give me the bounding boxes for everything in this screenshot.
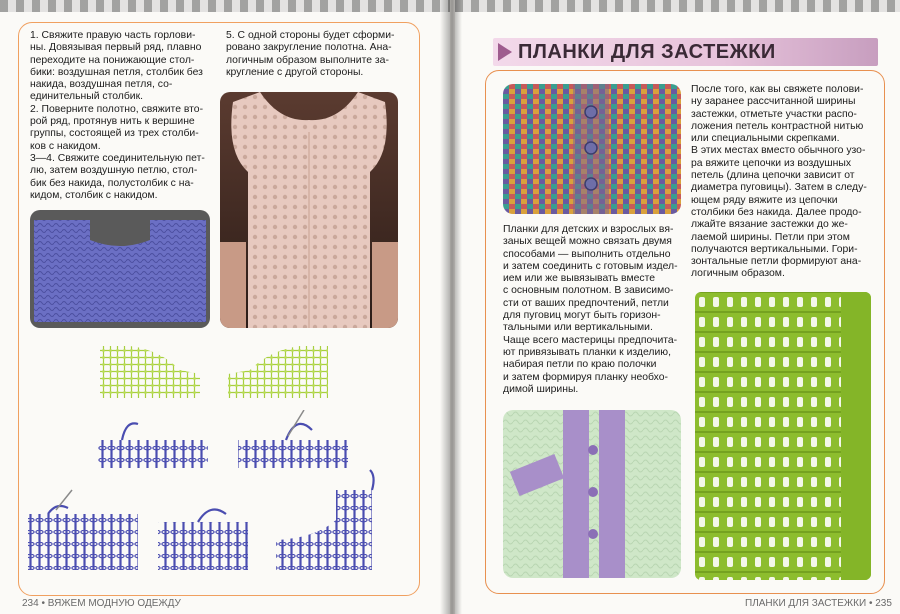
text-line: ложения петель контрастной нитью [691,120,864,132]
text-line: с основным полотном. В зависимо- [503,285,674,297]
text-line: рой ряд, протянув нить к вершине [30,116,195,128]
placket-photo-lilac [503,410,681,578]
text-line: кидом, столбик с накидом. [30,189,158,201]
text-line: набирая петли по краю полочки [503,359,657,371]
text-line: После того, как вы свяжете полови- [691,84,864,95]
text-line: ну заранее рассчитанной ширины [691,96,856,108]
top-decor-strip [0,0,450,12]
text-line: ием или же вывязывать вместе [503,273,655,285]
text-line: группы, состоящей из трех столби- [30,128,199,140]
right-page [455,0,900,614]
instructions-col2 [226,30,406,79]
text-line: Планки для детских и взрослых вя- [503,224,674,235]
placket-photo-multicolor [503,84,681,214]
buttonhole-instructions-text [691,84,879,281]
text-line: кругление с другой стороны. [226,66,364,78]
text-line: 2. Поверните полотно, свяжите вто- [30,103,204,115]
neckline-chart-diagram [100,340,328,398]
text-line: единительный столбик. [30,91,144,103]
text-line: диаметра пуговицы). Затем в следу- [691,182,867,194]
text-line: логичным образом. [691,268,785,280]
text-line: для пуговиц могут быть горизон- [503,310,661,322]
right-page-footer: ПЛАНКИ ДЛЯ ЗАСТЕЖКИ • 235 [745,598,892,609]
text-line: лжайте вязание застежки до же- [691,219,848,231]
text-line: димой ширины. [503,383,579,395]
title-arrow-icon [498,43,512,61]
text-line: Чаще всего мастерицы предпочита- [503,334,678,346]
text-line: способами — выполнить отдельно [503,248,671,260]
text-line: ют привязывать планки к изделию, [503,346,671,358]
text-line: тальными или вертикальными. [503,322,653,334]
left-page-footer: 234 • ВЯЖЕМ МОДНУЮ ОДЕЖДУ [22,598,181,609]
text-line: получаются вертикальными. Гори- [691,243,858,255]
text-line: 5. С одной стороны будет сформи- [226,30,395,41]
text-line: переходите на понижающие стол- [30,54,195,66]
section-title: ПЛАНКИ ДЛЯ ЗАСТЕЖКИ [518,41,776,63]
text-line: или специальными скрепками. [691,133,840,145]
text-line: 3—4. Свяжите соединительную пет- [30,152,205,164]
text-line: лю, затем воздушную петлю, стол- [30,165,198,177]
text-line: В этих местах вместо обычного узо- [691,145,866,157]
crochet-blouse-photo [220,92,398,328]
text-line: ра вяжите цепочки из воздушных [691,157,852,169]
stitch-steps-diagram [26,410,396,586]
text-line: бик без накида, полустолбик с на- [30,177,194,189]
text-line: ны. Довязывая первый ряд, плавно [30,42,202,54]
placket-intro-text [503,224,689,396]
text-line: логичным образом выполните за- [226,54,389,66]
text-line: бики: воздушная петля, столбик без [30,66,203,78]
text-line: 1. Свяжите правую часть горлови- [30,30,196,41]
text-line: ровано закругление полотна. Ана- [226,42,392,54]
instructions-col1 [30,30,218,202]
text-line: накида, воздушная петля, со- [30,79,173,91]
buttonhole-swatch-photo [695,292,871,580]
neckline-swatch-photo [30,210,210,328]
book-spine-shadow [440,0,462,614]
text-line: зонтальные петли формируют ана- [691,256,862,268]
top-decor-strip [455,0,900,12]
text-line: лаемой ширины. Петли при этом [691,231,850,243]
text-line: столбики без накида. Далее продо- [691,206,862,218]
text-line: петель (длина цепочки зависит от [691,170,855,182]
text-line: заных вещей можно связать двумя [503,236,672,248]
text-line: сти от ваших предпочтений, петли [503,297,669,309]
text-line: и затем формируя планку необхо- [503,371,668,383]
text-line: и затем соединить с готовым издел- [503,260,678,272]
text-line: застежки, отметьте участки распо- [691,108,857,120]
text-line: ющем ряду вяжите из цепочки [691,194,838,206]
text-line: ков с накидом. [30,140,101,152]
